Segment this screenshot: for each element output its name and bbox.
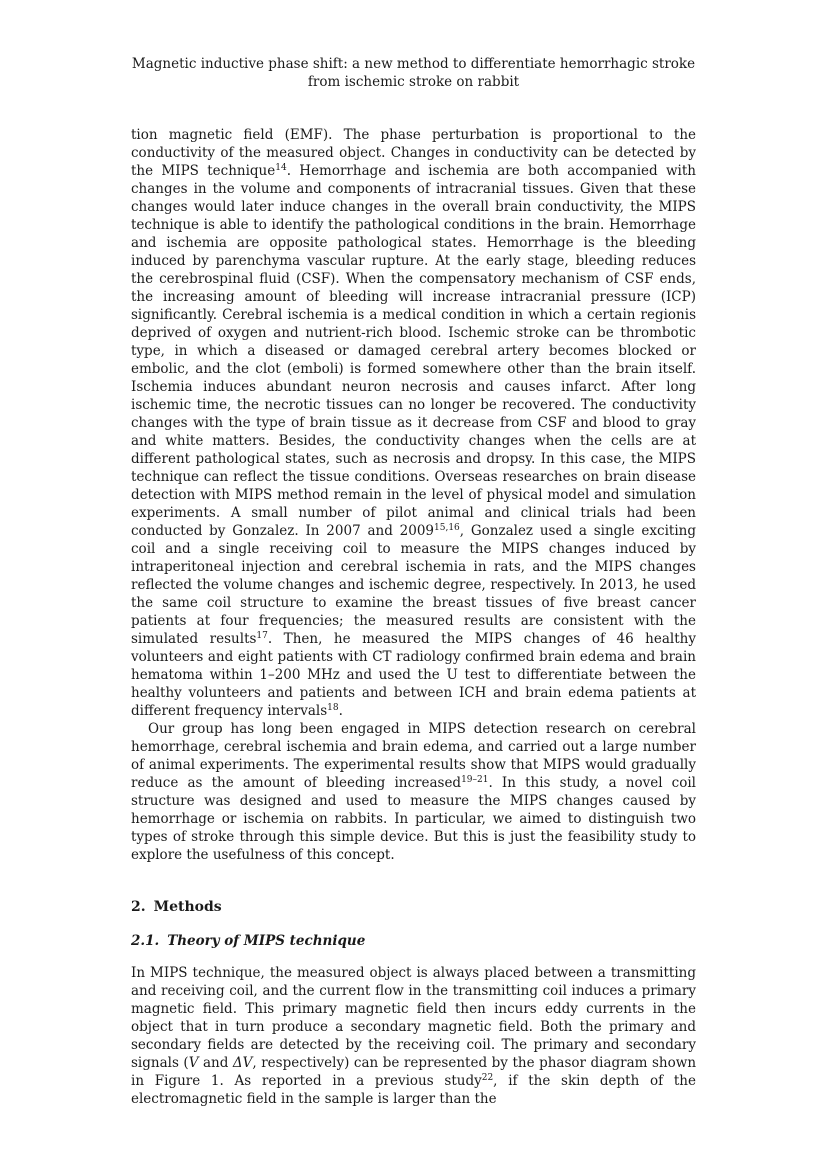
citation-ref: 14: [275, 163, 287, 173]
subsection-title: Theory of MIPS technique: [167, 933, 366, 949]
paragraph-text: . Then, he measured the MIPS changes of 46 healthy volunteers and eight patients with CT radiology confirmed brain edema and brain hematoma within 1–200 MHz and used the U test to differentiate between the healthy volunteers and patients and between ICH and brain edema patients at different frequency intervals: [131, 631, 696, 719]
running-head: [131, 55, 696, 91]
paragraph-text: , Gonzalez used a single exciting coil and a single receiving coil to measure the MIPS changes induced by intraperitoneal injection and cerebral ischemia in rats, and the MIPS changes reflected the volume changes and ischemic degree, respectively. In 2013, he used the same coil structure to examine the breast tissues of five breast cancer patients at four frequencies; the measured results are consistent with the simulated results: [131, 523, 696, 647]
section-title: Methods: [153, 899, 222, 915]
body-text: [131, 126, 696, 1108]
citation-ref: 18: [327, 703, 339, 713]
paragraph-mips-theory: [131, 964, 696, 1108]
paragraph-text: , respectively) can be represented by the phasor diagram shown in Figure 1. As reported in a previous study: [131, 1055, 697, 1089]
paragraph-text: . Hemorrhage and ischemia are both accompanied with changes in the volume and components of intracranial tissues. Given that these changes would later induce changes in the overall brain conductivity, the MIPS technique is able to identify the pathological conditions in the brain. Hemorrhage and ischemia are opposite pathological states. Hemorrhage is the bleeding induced by parenchyma vascular rupture. At the early stage, bleeding reduces the cerebrospinal fluid (CSF). When the compensatory mechanism of CSF ends, the increasing amount of bleeding will increase intracranial pressure (ICP) significantly. Cerebral ischemia is a medical condition in which a certain regionis deprived of oxygen and nutrient-rich blood. Ischemic stroke can be thrombotic type, in which a diseased or damaged cerebral artery becomes blocked or embolic, and the clot (emboli) is formed somewhere other than the brain itself. Ischemia induces abundant neuron necrosis and causes infarct. After long ischemic time, the necrotic tissues can no longer be recovered. The conductivity changes with the type of brain tissue as it decrease from CSF and blood to gray and white matters. Besides, the conductivity changes when the cells are at different pathological states, such as necrosis and dropsy. In this case, the MIPS technique can reflect the tissue conditions. Overseas researches on brain disease detection with MIPS method remain in the level of physical model and simulation experiments. A small number of pilot animal and clinical trials had been conducted by Gonzalez. In 2007 and 2009: [131, 163, 696, 539]
paragraph-text: . In this study, a novel coil structure was designed and used to measure the MIPS changes caused by hemorrhage or ischemia on rabbits. In particular, we aimed to distinguish two types of stroke through this simple device. But this is just the feasibility study to explore the usefulness of this concept.: [131, 775, 696, 863]
paragraph-text: , if the skin depth of the electromagnetic field in the sample is larger than the: [131, 1073, 696, 1107]
math-symbol-v: V: [188, 1055, 199, 1071]
paragraph-text: Our group has long been engaged in MIPS detection research on cerebral hemorrhage, cerebral ischemia and brain edema, and carried out a large number of animal experiments. The experimental results show that MIPS would gradually reduce as the amount of bleeding increased: [131, 721, 696, 791]
citation-ref: 19–21: [461, 775, 489, 785]
citation-ref: 15,16: [434, 523, 460, 533]
running-head-line-2: from ischemic stroke on rabbit: [307, 74, 520, 90]
math-symbol-delta-v: ΔV: [232, 1055, 253, 1071]
paragraph-text: tion magnetic field (EMF). The phase perturbation is proportional to the conductivity of the measured object. Changes in conductivity can be detected by the MIPS technique: [131, 127, 696, 179]
section-number: 2.: [131, 899, 146, 915]
subsection-heading-theory: [131, 932, 696, 950]
paragraph-text: and: [198, 1055, 233, 1071]
running-head-line-1: Magnetic inductive phase shift: a new method to differentiate hemorrhagic stroke: [131, 56, 696, 72]
paragraph-text: .: [338, 703, 343, 719]
citation-ref: 17: [256, 631, 268, 641]
citation-ref: 22: [481, 1073, 494, 1083]
section-heading-methods: [131, 898, 696, 916]
subsection-number: 2.1.: [131, 933, 160, 949]
paragraph-text: In MIPS technique, the measured object is always placed between a transmitting and receiving coil, and the current flow in the transmitting coil induces a primary magnetic field. This primary magnetic field then incurs eddy currents in the object that in turn produce a secondary magnetic field. Both the primary and secondary fields are detected by the receiving coil. The primary and secondary signals (: [131, 965, 696, 1071]
paragraph-intro-continued: [131, 126, 696, 720]
paragraph-our-group: [131, 720, 696, 864]
